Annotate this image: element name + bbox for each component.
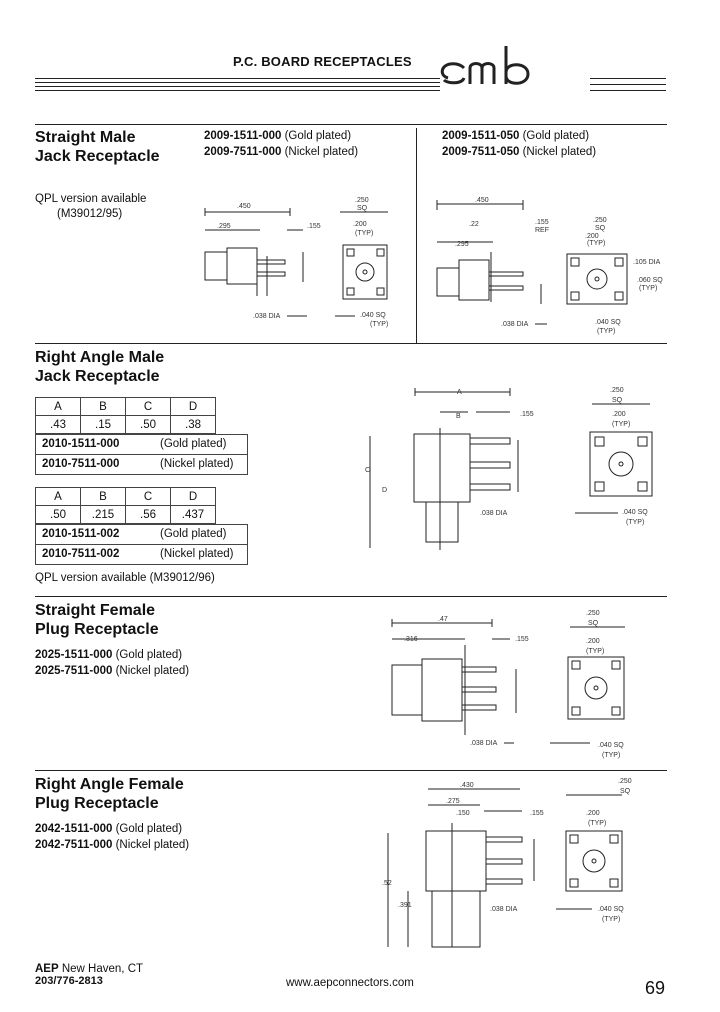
section3-title — [35, 601, 159, 639]
dim-label: .450 — [237, 203, 251, 210]
section1-title-line2: Jack Receptacle — [35, 148, 160, 165]
dim-label: (TYP) — [588, 820, 607, 827]
dimension-table-1 — [35, 397, 248, 475]
part-desc: (Nickel plated) — [284, 146, 359, 158]
dim-label: (TYP) — [587, 240, 606, 247]
dim-label: .155 — [535, 219, 549, 226]
order-row: 2010-1511-000 (Gold plated) — [35, 435, 248, 455]
dim-label: .250 — [593, 217, 607, 224]
section3-title-line2: Plug Receptacle — [35, 621, 159, 638]
section2-title — [35, 348, 164, 386]
dim-label: REF — [535, 227, 549, 234]
dim-label: .038 DIA — [253, 313, 281, 320]
section2-qpl: QPL version available (M39012/96) — [35, 572, 215, 584]
table-cell: .437 — [171, 506, 216, 524]
table-cell: .50 — [36, 506, 81, 524]
dim-label: .250 — [610, 387, 624, 394]
dim-label: .316 — [404, 636, 418, 643]
table-header: B — [81, 488, 126, 506]
part-line — [442, 128, 596, 144]
table-header: A — [36, 398, 81, 416]
dim-label: .22 — [469, 221, 479, 228]
dim-label: (TYP) — [602, 752, 621, 759]
straight-male-drawing — [195, 190, 410, 335]
dim-label: (TYP) — [612, 421, 631, 428]
header-rule-5 — [590, 78, 666, 79]
table-header: D — [171, 488, 216, 506]
section2-title-line2: Jack Receptacle — [35, 368, 160, 385]
section-divider — [35, 124, 667, 125]
dim-label: (TYP) — [602, 916, 621, 923]
section1-parts-right — [442, 128, 596, 160]
dim-label: (TYP) — [626, 519, 645, 526]
dim-label: .295 — [217, 223, 231, 230]
dim-label: .250 — [618, 778, 632, 785]
dim-label: (TYP) — [355, 230, 374, 237]
dim-label: D — [382, 487, 388, 494]
part-number: 2009-1511-050 — [442, 130, 520, 142]
part-line: 2025-1511-000 (Gold plated) — [35, 649, 183, 661]
section-divider — [35, 596, 667, 597]
order-list-2 — [35, 524, 248, 565]
part-line — [442, 144, 596, 160]
header-rule-6 — [590, 84, 666, 85]
table-header: C — [126, 488, 171, 506]
table-cell: .38 — [171, 416, 216, 434]
header-rule-4 — [35, 90, 440, 91]
dim-label: .038 DIA — [490, 906, 518, 913]
dim-label: .200 — [353, 221, 367, 228]
section-divider — [35, 343, 667, 344]
part-number: 2009-7511-000 — [204, 146, 282, 158]
table-cell: .56 — [126, 506, 171, 524]
dim-label: .391 — [398, 902, 412, 909]
dim-label: (TYP) — [370, 321, 389, 328]
header-rule-7 — [590, 90, 666, 91]
part-line: 2042-7511-000 (Nickel plated) — [35, 839, 190, 851]
table-header: A — [36, 488, 81, 506]
part-line — [204, 128, 358, 144]
dim-label: .040 SQ — [595, 319, 621, 326]
table-header: C — [126, 398, 171, 416]
dim-label: .155 — [515, 636, 529, 643]
dim-label: .040 SQ — [360, 312, 386, 319]
dim-label: .038 DIA — [470, 740, 498, 747]
table-cell: .50 — [126, 416, 171, 434]
part-number: 2009-1511-000 — [204, 130, 282, 142]
header-rule-1 — [35, 78, 440, 79]
dim-label: (TYP) — [639, 285, 658, 292]
qpl-line2: (M39012/95) — [57, 208, 123, 220]
dim-label: .200 — [585, 233, 599, 240]
dim-label: .105 DIA — [633, 259, 661, 266]
part-line: 2025-7511-000 (Nickel plated) — [35, 665, 190, 677]
order-row: 2010-1511-002 (Gold plated) — [35, 525, 248, 545]
section4-title-line2: Plug Receptacle — [35, 795, 159, 812]
footer-phone: 203/776-2813 — [35, 975, 103, 987]
table-cell: .43 — [36, 416, 81, 434]
dim-label: .275 — [446, 798, 460, 805]
dim-label: (TYP) — [597, 328, 616, 335]
dim-label: SQ — [595, 225, 606, 232]
section1-title — [35, 128, 160, 166]
section4-title — [35, 775, 184, 813]
dim-label: .200 — [612, 411, 626, 418]
dim-label: .060 SQ — [637, 277, 663, 284]
dim-label: .47 — [438, 616, 448, 623]
footer-company: AEP — [35, 963, 59, 975]
column-divider — [416, 128, 417, 343]
dim-label: SQ — [588, 620, 599, 627]
part-number: 2009-7511-050 — [442, 146, 520, 158]
section4-title-line1: Right Angle Female — [35, 776, 184, 793]
dim-label: .200 — [586, 638, 600, 645]
section3-parts — [35, 647, 189, 679]
dim-label: .150 — [456, 810, 470, 817]
dim-label: SQ — [612, 397, 623, 404]
dim-label: .155 — [307, 223, 321, 230]
dim-label: .040 SQ — [598, 742, 624, 749]
part-desc: (Nickel plated) — [522, 146, 597, 158]
section1-qpl — [35, 192, 146, 222]
part-line: 2042-1511-000 (Gold plated) — [35, 823, 183, 835]
dim-label: .038 DIA — [501, 321, 529, 328]
section2-title-line1: Right Angle Male — [35, 349, 165, 366]
order-row: 2010-7511-000 (Nickel plated) — [35, 455, 248, 475]
dimension-table-2 — [35, 487, 248, 565]
header-rule-3 — [35, 86, 440, 87]
dim-label: .450 — [475, 197, 489, 204]
right-angle-male-drawing — [360, 380, 660, 555]
table-cell: .215 — [81, 506, 126, 524]
footer-address — [35, 963, 143, 987]
dim-label: .52 — [382, 880, 392, 887]
straight-female-drawing — [380, 605, 665, 765]
table-header: B — [81, 398, 126, 416]
dim-label: .040 SQ — [598, 906, 624, 913]
dim-label: .250 — [355, 197, 369, 204]
page-header-title: P.C. BOARD RECEPTACLES — [233, 54, 412, 69]
right-angle-female-drawing — [370, 775, 660, 953]
header-rule-2 — [35, 82, 440, 83]
dim-label: .155 — [530, 810, 544, 817]
page-number: 69 — [645, 978, 666, 998]
section3-title-line1: Straight Female — [35, 602, 156, 619]
section4-parts — [35, 821, 189, 853]
dim-label: .250 — [586, 610, 600, 617]
footer-url[interactable]: www.aepconnectors.com — [286, 977, 414, 989]
section1-title-line1: Straight Male — [35, 129, 136, 146]
dim-label: .038 DIA — [480, 510, 508, 517]
dim-label: (TYP) — [586, 648, 605, 655]
dim-label: A — [457, 389, 462, 396]
smb-logo — [436, 40, 586, 102]
table-header: D — [171, 398, 216, 416]
dim-label: .155 — [520, 411, 534, 418]
dim-label: .200 — [586, 810, 600, 817]
dim-label: .295 — [455, 241, 469, 248]
dim-label: B — [456, 413, 461, 420]
dim-label: C — [365, 467, 371, 474]
straight-male-alt-drawing — [425, 192, 675, 340]
part-desc: (Gold plated) — [284, 130, 352, 142]
dim-label: .430 — [460, 782, 474, 789]
qpl-line1: QPL version available — [35, 193, 147, 205]
part-line — [204, 144, 358, 160]
table-cell: .15 — [81, 416, 126, 434]
dim-label: .040 SQ — [622, 509, 648, 516]
section1-parts-left — [204, 128, 358, 160]
dim-label: SQ — [620, 788, 631, 795]
order-list-1 — [35, 434, 248, 475]
order-row: 2010-7511-002 (Nickel plated) — [35, 545, 248, 565]
part-desc: (Gold plated) — [522, 130, 590, 142]
dim-label: SQ — [357, 205, 368, 212]
footer-city: New Haven, CT — [61, 963, 144, 975]
section-divider — [35, 770, 667, 771]
